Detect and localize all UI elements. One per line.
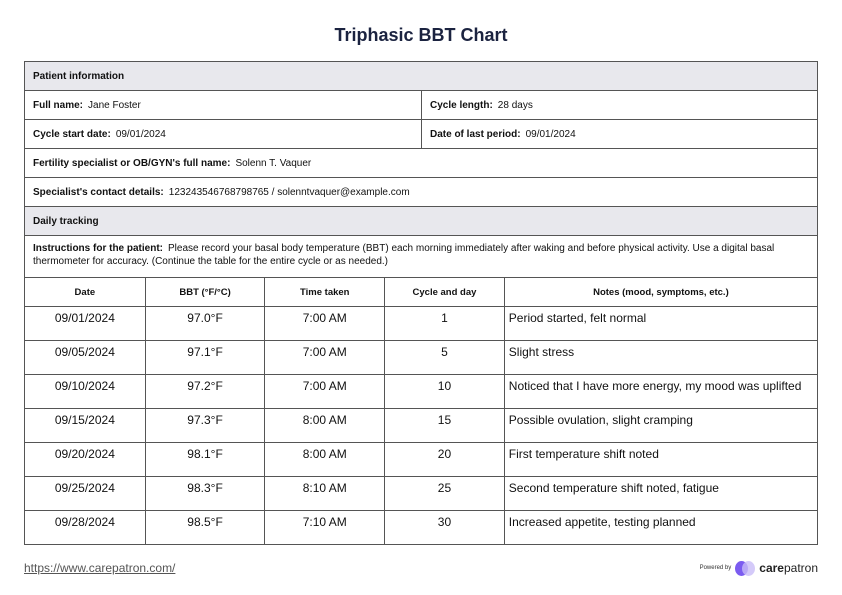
table-row: [25, 409, 817, 443]
table-row: [25, 307, 817, 341]
bbt-form: [24, 61, 818, 545]
date-cell: 09/28/2024: [54, 515, 115, 529]
instructions: Instructions for the patient: Please record your basal body temperature (BBT) each morning immediately after waking and before physical activity. Use a digital basal thermometer for accuracy. (Continue the table for the entire cycle or as needed.): [25, 236, 817, 278]
last-period-field: Date of last period: 09/01/2024: [421, 120, 817, 148]
bbt-cell: 97.0°F: [145, 307, 265, 340]
bbt-cell: 98.1°F: [145, 443, 265, 476]
carepatron-brand: carepatron: [759, 561, 818, 575]
bbt-cell: 97.1°F: [145, 341, 265, 374]
cycle-day-cell: 20: [384, 443, 504, 476]
col-cycle-day: Cycle and day: [384, 278, 504, 306]
time-cell: 8:00 AM: [264, 443, 384, 476]
section-patient-info: Patient information: [25, 62, 817, 91]
date-cell: 09/20/2024: [54, 447, 115, 461]
cycle-day-cell: 15: [384, 409, 504, 442]
col-date: Date: [74, 286, 96, 298]
contact-field: Specialist's contact details: 123243546768798765 / solenntvaquer@example.com: [25, 178, 817, 207]
time-cell: 8:10 AM: [264, 477, 384, 510]
notes-cell: Noticed that I have more energy, my mood was uplifted: [504, 375, 817, 408]
col-time: Time taken: [264, 278, 384, 306]
powered-by: Powered by carepatron: [699, 561, 818, 575]
table-row: [25, 511, 817, 545]
table-row: [25, 341, 817, 375]
table-row: [25, 443, 817, 477]
cycle-day-cell: 25: [384, 477, 504, 510]
page-title: Triphasic BBT Chart: [334, 25, 508, 45]
full-name-field: Full name: Jane Foster: [33, 99, 141, 111]
bbt-cell: 98.5°F: [145, 511, 265, 544]
cycle-day-cell: 30: [384, 511, 504, 544]
notes-cell: Second temperature shift noted, fatigue: [504, 477, 817, 510]
notes-cell: Increased appetite, testing planned: [504, 511, 817, 544]
time-cell: 7:00 AM: [264, 375, 384, 408]
notes-cell: First temperature shift noted: [504, 443, 817, 476]
bbt-cell: 98.3°F: [145, 477, 265, 510]
bbt-cell: 97.2°F: [145, 375, 265, 408]
notes-cell: Period started, felt normal: [504, 307, 817, 340]
time-cell: 7:10 AM: [264, 511, 384, 544]
section-daily-tracking: Daily tracking: [25, 207, 817, 236]
carepatron-logo-icon: [735, 560, 755, 576]
notes-cell: Slight stress: [504, 341, 817, 374]
bbt-cell: 97.3°F: [145, 409, 265, 442]
date-cell: 09/05/2024: [54, 345, 115, 359]
cycle-day-cell: 1: [384, 307, 504, 340]
cycle-day-cell: 5: [384, 341, 504, 374]
table-row: [25, 477, 817, 511]
date-cell: 09/25/2024: [54, 481, 115, 495]
date-cell: 09/01/2024: [54, 311, 115, 325]
date-cell: 09/10/2024: [54, 379, 115, 393]
cycle-day-cell: 10: [384, 375, 504, 408]
specialist-field: Fertility specialist or OB/GYN's full name: Solenn T. Vaquer: [25, 149, 817, 178]
time-cell: 7:00 AM: [264, 307, 384, 340]
date-cell: 09/15/2024: [54, 413, 115, 427]
table-row: [25, 375, 817, 409]
time-cell: 8:00 AM: [264, 409, 384, 442]
time-cell: 7:00 AM: [264, 341, 384, 374]
table-header: [25, 278, 817, 307]
col-notes: Notes (mood, symptoms, etc.): [504, 278, 817, 306]
col-bbt: BBT (°F/°C): [145, 278, 265, 306]
cycle-start-field: Cycle start date: 09/01/2024: [33, 128, 166, 140]
notes-cell: Possible ovulation, slight cramping: [504, 409, 817, 442]
carepatron-link[interactable]: https://www.carepatron.com/: [24, 561, 176, 575]
cycle-length-field: Cycle length: 28 days: [421, 91, 817, 119]
